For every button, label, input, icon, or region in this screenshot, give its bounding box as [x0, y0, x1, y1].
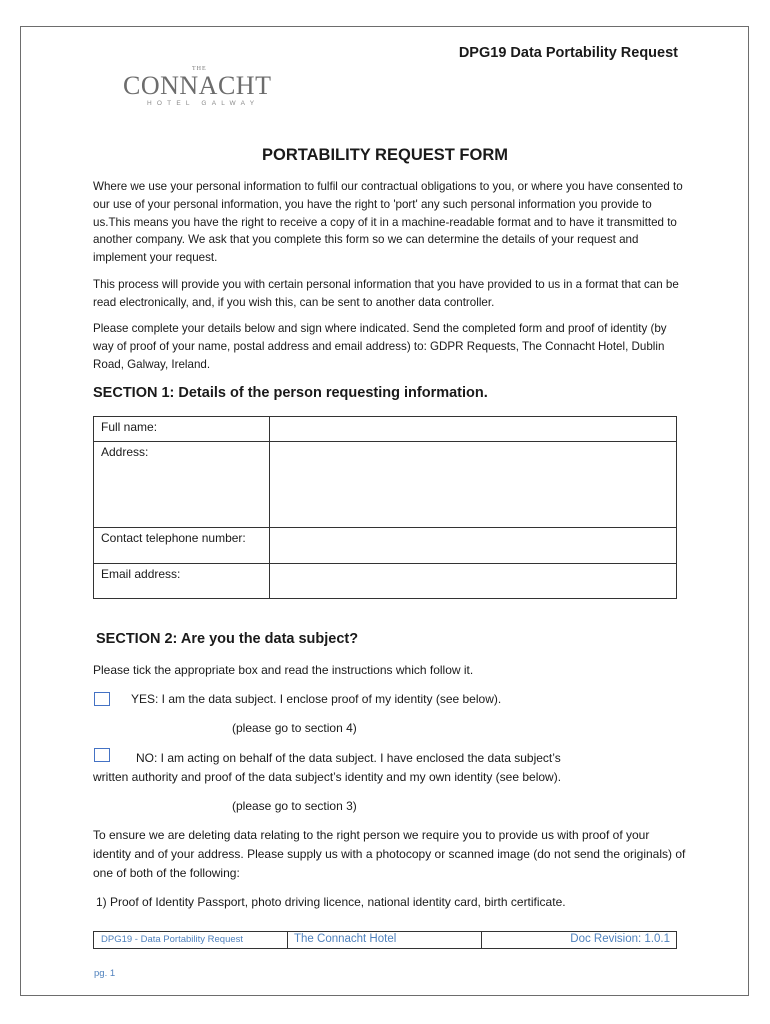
phone-row: [94, 528, 677, 564]
footer-doc-name: DPG19 - Data Portability Request: [94, 932, 288, 948]
yes-note: (please go to section 4): [232, 721, 357, 735]
section-2-instruction: Please tick the appropriate box and read the instructions which follow it.: [93, 663, 474, 677]
yes-checkbox[interactable]: [94, 692, 110, 706]
email-label: Email address:: [94, 564, 270, 599]
connacht-logo: [120, 66, 280, 114]
document-header-title: DPG19 Data Portability Request: [458, 45, 678, 61]
intro-paragraph-3: Please complete your details below and sign where indicated. Send the completed form and proof of identity (by way of proof of your name, postal address and email address) to: GDPR Requests, The Connacht Hotel, Dublin Road, Galway, Ireland.: [93, 322, 667, 371]
intro-paragraph-2: This process will provide you with certain personal information that you have provided to us in a format that can be read electronically, and, if you wish this, can be sent to another data controller.: [93, 278, 679, 309]
footer-table: [93, 931, 677, 949]
full-name-field[interactable]: [270, 417, 677, 442]
footer-revision: Doc Revision: 1.0.1: [570, 933, 670, 945]
no-label-line-2: written authority and proof of the data subject’s identity and my own identity (see below).: [93, 770, 562, 784]
full-name-row: [94, 417, 677, 442]
no-label-line-1: NO: I am acting on behalf of the data subject. I have enclosed the data subject’s: [136, 751, 561, 765]
section-2-title: SECTION 2: Are you the data subject?: [96, 631, 359, 647]
full-name-label: Full name:: [94, 417, 270, 442]
logo-the: THE: [192, 66, 207, 72]
phone-label: Contact telephone number:: [94, 528, 270, 564]
details-table: [93, 416, 677, 599]
form-title: PORTABILITY REQUEST FORM: [262, 146, 508, 164]
yes-label: YES: I am the data subject. I enclose proof of my identity (see below).: [131, 692, 502, 706]
proof-item-1: 1) Proof of Identity Passport, photo driving licence, national identity card, birth certificate.: [96, 895, 566, 909]
page-number: pg. 1: [94, 968, 116, 979]
footer-company: The Connacht Hotel: [288, 932, 482, 948]
phone-field[interactable]: [270, 528, 677, 564]
section-1-title: SECTION 1: Details of the person requesting information.: [93, 385, 488, 401]
address-row: [94, 442, 677, 528]
no-note: (please go to section 3): [232, 799, 357, 813]
email-field[interactable]: [270, 564, 677, 599]
proof-instructions: To ensure we are deleting data relating to the right person we require you to provide us with proof of your identity and of your address. Please supply us with a photocopy or scanned image (do not send the originals) of one of both of the following:: [93, 828, 686, 880]
address-field[interactable]: [270, 442, 677, 528]
logo-subtitle: HOTEL GALWAY: [147, 100, 260, 107]
logo-name: CONNACHT: [123, 71, 272, 100]
no-checkbox[interactable]: [94, 748, 110, 762]
address-label: Address:: [94, 442, 270, 528]
intro-paragraph-1: Where we use your personal information to fulfil our contractual obligations to you, or where you have consented to our use of your personal information, you have the right to 'port' any such personal information you provide to us.This means you have the right to receive a copy of it in a machine-readable format and to have it transmitted to another company. We ask that you complete this form so we can determine the details of your request and implement your request.: [93, 180, 683, 265]
email-row: [94, 564, 677, 599]
